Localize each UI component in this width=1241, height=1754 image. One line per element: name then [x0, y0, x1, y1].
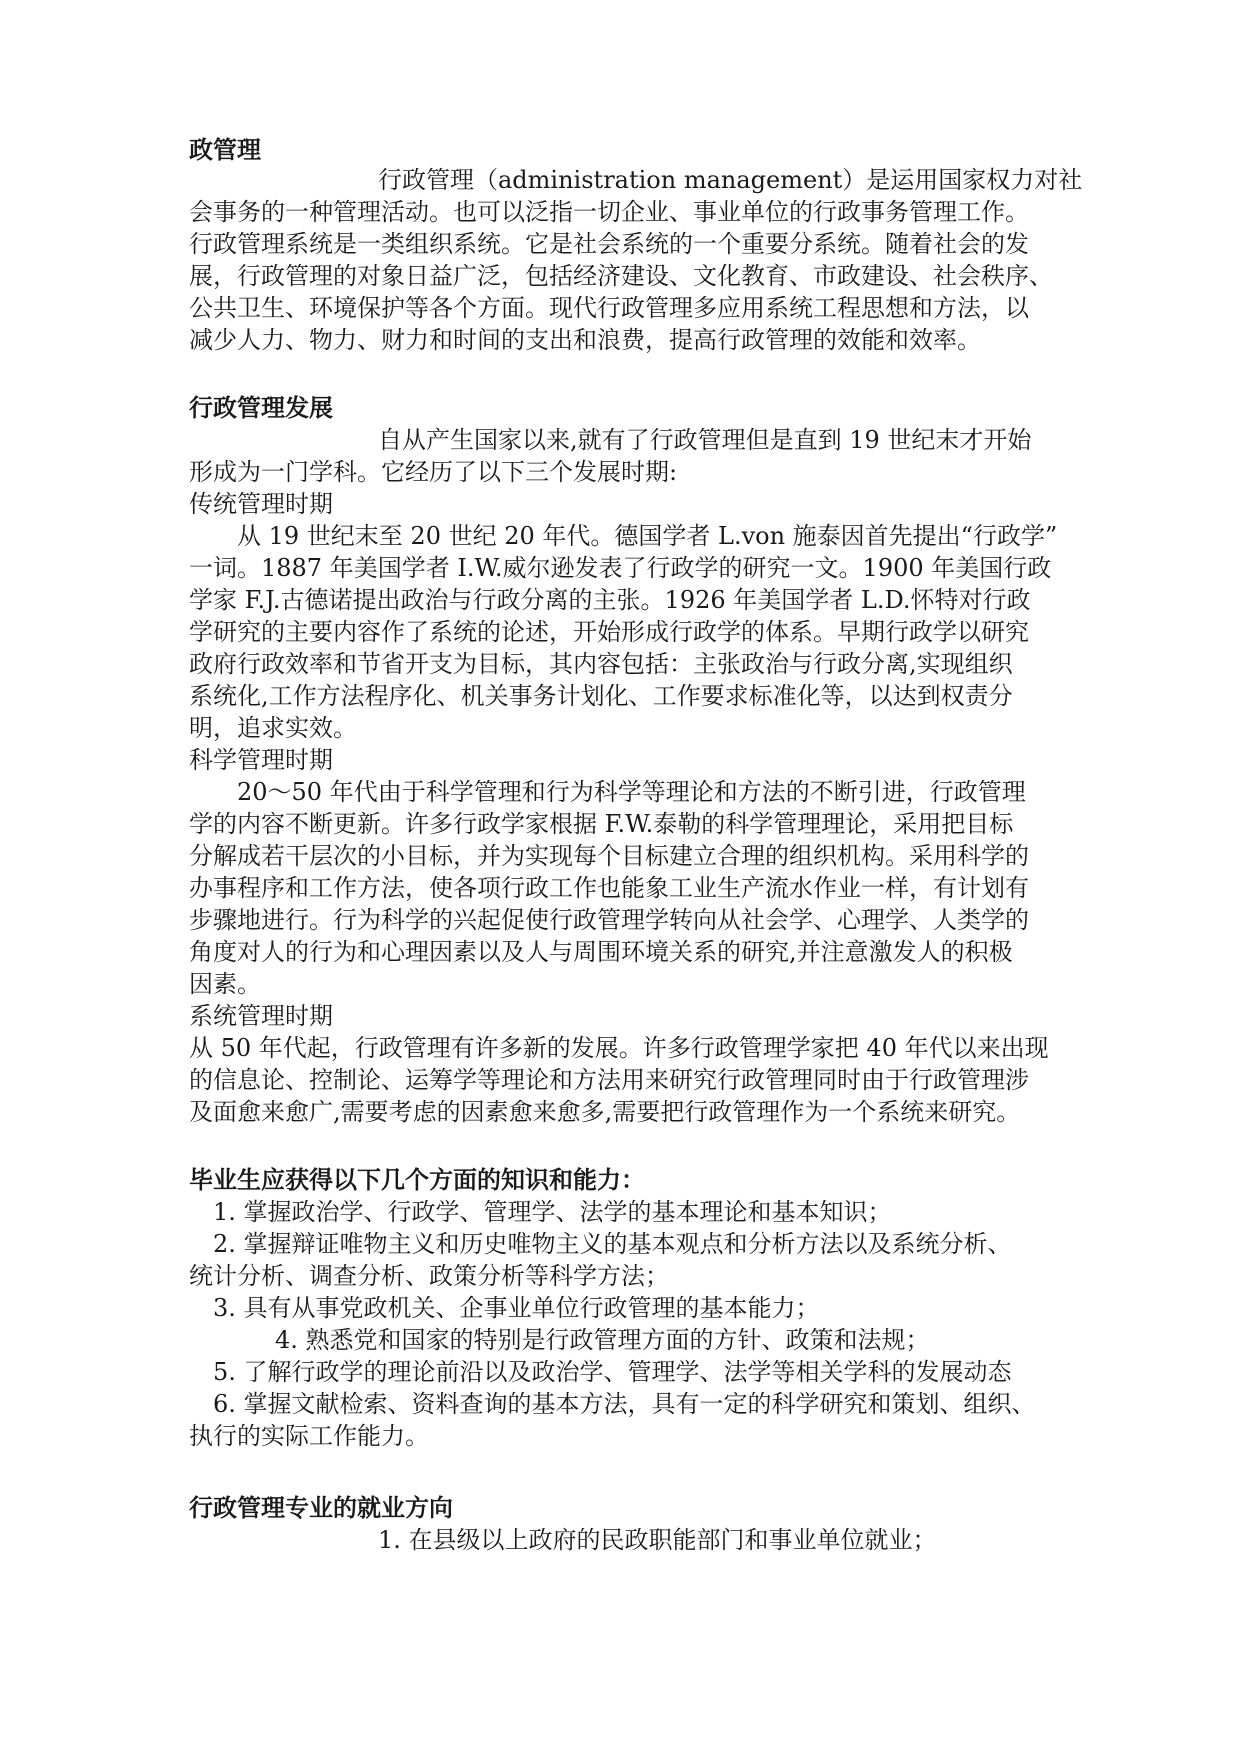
paragraph-line: 一词。1887 年美国学者 I.W.威尔逊发表了行政学的研究一文。1900 年美国行政	[189, 554, 1052, 582]
paragraph-line: 步骤地进行。行为科学的兴起促使行政管理学转向从社会学、心理学、人类学的	[189, 906, 1029, 934]
subheading-scientific: 科学管理时期	[189, 746, 333, 774]
paragraph-line: 政府行政效率和节省开支为目标，其内容包括：主张政治与行政分离,实现组织	[189, 650, 1013, 678]
paragraph-line: 学研究的主要内容作了系统的论述，开始形成行政学的体系。早期行政学以研究	[189, 618, 1029, 646]
subheading-systems: 系统管理时期	[189, 1002, 333, 1030]
list-item: 1. 在县级以上政府的民政职能部门和事业单位就业；	[378, 1526, 937, 1554]
paragraph-line: 自从产生国家以来,就有了行政管理但是直到 19 世纪末才开始	[378, 426, 1032, 454]
list-item: 4. 熟悉党和国家的特别是行政管理方面的方针、政策和法规；	[275, 1326, 930, 1354]
paragraph-line: 行政管理系统是一类组织系统。它是社会系统的一个重要分系统。随着社会的发	[189, 230, 1029, 258]
paragraph-line: 的信息论、控制论、运筹学等理论和方法用来研究行政管理同时由于行政管理涉	[189, 1066, 1029, 1094]
list-item: 2. 掌握辩证唯物主义和历史唯物主义的基本观点和分析方法以及系统分析、	[213, 1230, 1012, 1258]
paragraph-line: 系统化,工作方法程序化、机关事务计划化、工作要求标准化等，以达到权责分	[189, 682, 1013, 710]
paragraph-line: 明，追求实效。	[189, 714, 357, 742]
section-title-development: 行政管理发展	[189, 394, 333, 422]
paragraph-line: 从 50 年代起，行政管理有许多新的发展。许多行政管理学家把 40 年代以来出现	[189, 1034, 1049, 1062]
subheading-traditional: 传统管理时期	[189, 490, 333, 518]
paragraph-line: 办事程序和工作方法，使各项行政工作也能象工业生产流水作业一样，有计划有	[189, 874, 1029, 902]
paragraph-line: 形成为一门学科。它经历了以下三个发展时期:	[189, 458, 678, 486]
paragraph-line: 20～50 年代由于科学管理和行为科学等理论和方法的不断引进，行政管理	[237, 778, 1026, 806]
paragraph-line: 因素。	[189, 970, 261, 998]
list-item: 1. 掌握政治学、行政学、管理学、法学的基本理论和基本知识；	[213, 1198, 892, 1226]
section-title-employment: 行政管理专业的就业方向	[189, 1494, 453, 1522]
list-item: 6. 掌握文献检索、资料查询的基本方法，具有一定的科学研究和策划、组织、	[213, 1390, 1036, 1418]
paragraph-line: 从 19 世纪末至 20 世纪 20 年代。德国学者 L.von 施泰因首先提出“行政学”	[237, 522, 1058, 550]
paragraph-line: 学的内容不断更新。许多行政学家根据 F.W.泰勒的科学管理理论，采用把目标	[189, 810, 1014, 838]
list-item: 5. 了解行政学的理论前沿以及政治学、管理学、法学等相关学科的发展动态	[213, 1358, 1012, 1386]
paragraph-line: 学家 F.J.古德诺提出政治与行政分离的主张。1926 年美国学者 L.D.怀特对行政	[189, 586, 1031, 614]
paragraph-line: 展，行政管理的对象日益广泛，包括经济建设、文化教育、市政建设、社会秩序、	[189, 262, 1053, 290]
section-title-administration: 政管理	[189, 136, 261, 164]
list-item-continuation: 执行的实际工作能力。	[189, 1422, 429, 1450]
paragraph-line: 公共卫生、环境保护等各个方面。现代行政管理多应用系统工程思想和方法，以	[189, 294, 1029, 322]
paragraph-line: 角度对人的行为和心理因素以及人与周围环境关系的研究,并注意激发人的积极	[189, 938, 1013, 966]
list-item-continuation: 统计分析、调查分析、政策分析等科学方法；	[189, 1262, 669, 1290]
paragraph-line: 会事务的一种管理活动。也可以泛指一切企业、事业单位的行政事务管理工作。	[189, 198, 1029, 226]
list-item: 3. 具有从事党政机关、企事业单位行政管理的基本能力；	[213, 1294, 820, 1322]
paragraph-line: 减少人力、物力、财力和时间的支出和浪费，提高行政管理的效能和效率。	[189, 326, 981, 354]
paragraph-line: 行政管理（administration management）是运用国家权力对社	[378, 166, 1083, 194]
paragraph-line: 分解成若干层次的小目标，并为实现每个目标建立合理的组织机构。采用科学的	[189, 842, 1029, 870]
section-title-competencies: 毕业生应获得以下几个方面的知识和能力：	[189, 1166, 645, 1194]
paragraph-line: 及面愈来愈广,需要考虑的因素愈来愈多,需要把行政管理作为一个系统来研究。	[189, 1098, 1021, 1126]
